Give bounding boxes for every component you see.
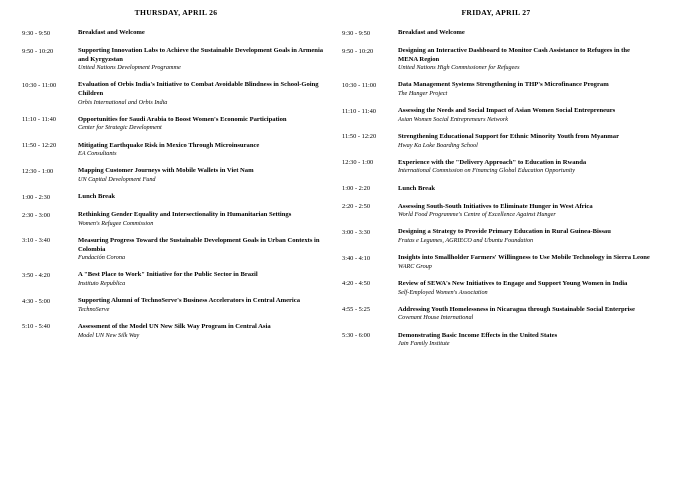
session-title: Breakfast and Welcome [78, 29, 145, 36]
session-entry [398, 254, 650, 271]
session-time: 11:10 - 11:40 [22, 116, 56, 124]
session-entry [78, 116, 330, 133]
session-title: Supporting Innovation Labs to Achieve the Sustainable Development Goals in Armenia and Kyrgyzstan [78, 47, 324, 63]
schedule-columns [22, 8, 658, 357]
day-heading: FRIDAY, APRIL 27 [461, 8, 531, 17]
session-row [22, 323, 330, 340]
session-entry [398, 81, 650, 98]
session-entry [398, 332, 650, 349]
session-org: Model UN New Silk Way [78, 331, 140, 339]
session-time: 12:30 - 1:00 [22, 167, 54, 175]
session-entry [78, 142, 330, 159]
session-entry [78, 237, 330, 262]
session-time: 5:30 - 6:00 [342, 332, 371, 340]
session-time: 2:20 - 2:50 [342, 203, 371, 211]
session-time: 4:55 - 5:25 [342, 306, 371, 314]
session-row [22, 47, 330, 72]
session-title: Lunch Break [78, 193, 116, 201]
session-time: 5:10 - 5:40 [22, 323, 51, 331]
session-entry [398, 29, 650, 38]
session-org: International Commission on Financing Global Education Opportunity [398, 167, 576, 175]
session-list [22, 29, 330, 340]
session-time: 4:30 - 5:00 [22, 297, 51, 305]
session-entry [78, 271, 330, 288]
session-title: Assessment of the Model UN New Silk Way Program in Central Asia [78, 322, 271, 330]
session-time: 9:30 - 9:50 [22, 29, 51, 37]
session-entry [398, 280, 650, 297]
session-time: 3:40 - 4:10 [342, 254, 371, 262]
session-org: Self-Employed Women's Association [398, 288, 488, 296]
session-row [342, 29, 650, 38]
session-title: Breakfast and Welcome [398, 29, 465, 36]
session-time: 3:00 - 3:30 [342, 228, 371, 236]
session-row [342, 228, 650, 245]
session-row [22, 116, 330, 133]
session-row [22, 142, 330, 159]
session-title: Mitigating Earthquake Risk in Mexico Through Microinsurance [78, 141, 260, 149]
session-row [342, 185, 650, 194]
session-row [22, 271, 330, 288]
session-entry [78, 297, 330, 314]
session-org: EA Consultants [78, 150, 117, 158]
session-row [342, 203, 650, 220]
session-org: The Hunger Project [398, 89, 448, 97]
session-title: Supporting Alumni of TechnoServe's Business Accelerators in Central America [78, 297, 300, 305]
session-title: Designing a Strategy to Provide Primary Education in Rural Guinea-Bissau [398, 228, 611, 236]
session-time: 2:30 - 3:00 [22, 211, 51, 219]
session-title: Opportunities for Saudi Arabia to Boost Women's Economic Participation [78, 115, 287, 123]
session-title: Review of SEWA's New Initiatives to Engage and Support Young Women in India [398, 279, 628, 287]
session-title: Data Management Systems Strengthening in THP's Microfinance Program [398, 81, 609, 89]
session-org: Center for Strategic Development [78, 124, 162, 132]
session-time: 1:00 - 2:20 [342, 185, 371, 193]
session-entry [78, 167, 330, 184]
session-time: 4:20 - 4:50 [342, 280, 371, 288]
session-entry [398, 306, 650, 323]
session-org: Frutas e Legumes, AGRIECO and Ubuntu Foundation [398, 236, 534, 244]
session-time: 10:30 - 11:00 [342, 81, 377, 89]
session-title: Rethinking Gender Equality and Intersectionality in Humanitarian Settings [78, 211, 292, 219]
session-row [22, 81, 330, 106]
session-org: Covenant House International [398, 314, 474, 322]
day-column-friday [342, 8, 650, 357]
session-org: World Food Programme's Centre of Excellence Against Hunger [398, 211, 556, 219]
session-row [342, 47, 650, 72]
session-time: 3:10 - 3:40 [22, 237, 51, 245]
session-title: Insights into Smallholder Farmers' Willingness to Use Mobile Technology in Sierra Leone [398, 254, 650, 262]
session-title: Evaluation of Orbis India's Initiative to Combat Avoidable Blindness in School-Going Children [78, 81, 319, 97]
day-column-thursday [22, 8, 330, 349]
session-title: Measuring Progress Toward the Sustainable Development Goals in Urban Contexts in Colombia [78, 236, 320, 253]
session-row [22, 193, 330, 202]
session-org: United Nations High Commissioner for Refugees [398, 64, 520, 72]
session-time: 1:00 - 2:30 [22, 193, 51, 201]
session-org: TechnoServe [78, 305, 110, 313]
session-org: Jain Family Institute [398, 340, 450, 348]
session-entry [78, 81, 330, 106]
session-row [342, 133, 650, 150]
session-row [22, 237, 330, 262]
session-org: Instituto Republica [78, 279, 126, 287]
session-entry [398, 159, 650, 176]
session-org: Orbis International and Orbis India [78, 98, 168, 106]
session-title: Demonstrating Basic Income Effects in the United States [398, 331, 558, 339]
session-entry [398, 47, 650, 72]
session-entry [78, 47, 330, 72]
session-title: Designing an Interactive Dashboard to Monitor Cash Assistance to Refugees in the MENA Region [398, 47, 630, 63]
session-row [342, 107, 650, 124]
session-row [342, 306, 650, 323]
session-row [22, 211, 330, 228]
session-org: Hway Ka Loke Boarding School [398, 141, 478, 149]
session-row [342, 332, 650, 349]
session-row [342, 280, 650, 297]
session-row [22, 29, 330, 38]
session-title: Mapping Customer Journeys with Mobile Wallets in Viet Nam [78, 167, 254, 175]
session-row [22, 167, 330, 184]
session-title: Lunch Break [398, 184, 436, 192]
session-time: 9:50 - 10:20 [342, 47, 374, 55]
session-entry [398, 228, 650, 245]
session-time: 9:50 - 10:20 [22, 47, 54, 55]
session-entry [78, 193, 330, 202]
session-org: Asian Women Social Entrepreneurs Network [398, 115, 508, 123]
session-row [22, 297, 330, 314]
session-title: Addressing Youth Homelessness in Nicaragua through Sustainable Social Enterprise [398, 305, 635, 313]
session-entry [78, 29, 330, 38]
session-title: Strengthening Educational Support for Ethnic Minority Youth from Myanmar [398, 132, 620, 140]
session-time: 3:50 - 4:20 [22, 271, 51, 279]
session-time: 11:10 - 11:40 [342, 107, 376, 115]
session-org: WARC Group [398, 262, 432, 270]
day-heading: THURSDAY, APRIL 26 [134, 8, 218, 17]
session-entry [398, 185, 650, 194]
session-row [342, 81, 650, 98]
session-time: 10:30 - 11:00 [22, 81, 57, 89]
session-time: 11:50 - 12:20 [342, 133, 377, 141]
session-row [342, 159, 650, 176]
session-org: United Nations Development Programme [78, 64, 181, 72]
session-org: Women's Refugee Commission [78, 219, 154, 227]
session-time: 12:30 - 1:00 [342, 159, 374, 167]
session-entry [398, 203, 650, 220]
session-title: Experience with the "Delivery Approach" to Education in Rwanda [398, 158, 587, 166]
session-title: Assessing South-South Initiatives to Eliminate Hunger in West Africa [398, 202, 593, 210]
session-org: Fundación Corona [78, 254, 126, 262]
session-time: 11:50 - 12:20 [22, 142, 57, 150]
session-list [342, 29, 650, 348]
session-title: Assessing the Needs and Social Impact of Asian Women Social Entrepreneurs [398, 107, 616, 115]
session-entry [398, 107, 650, 124]
session-row [342, 254, 650, 271]
session-title: A "Best Place to Work" Initiative for the Public Sector in Brazil [78, 271, 258, 279]
session-time: 9:30 - 9:50 [342, 29, 371, 37]
session-org: UN Capital Development Fund [78, 175, 156, 183]
session-entry [398, 133, 650, 150]
session-entry [78, 323, 330, 340]
session-entry [78, 211, 330, 228]
